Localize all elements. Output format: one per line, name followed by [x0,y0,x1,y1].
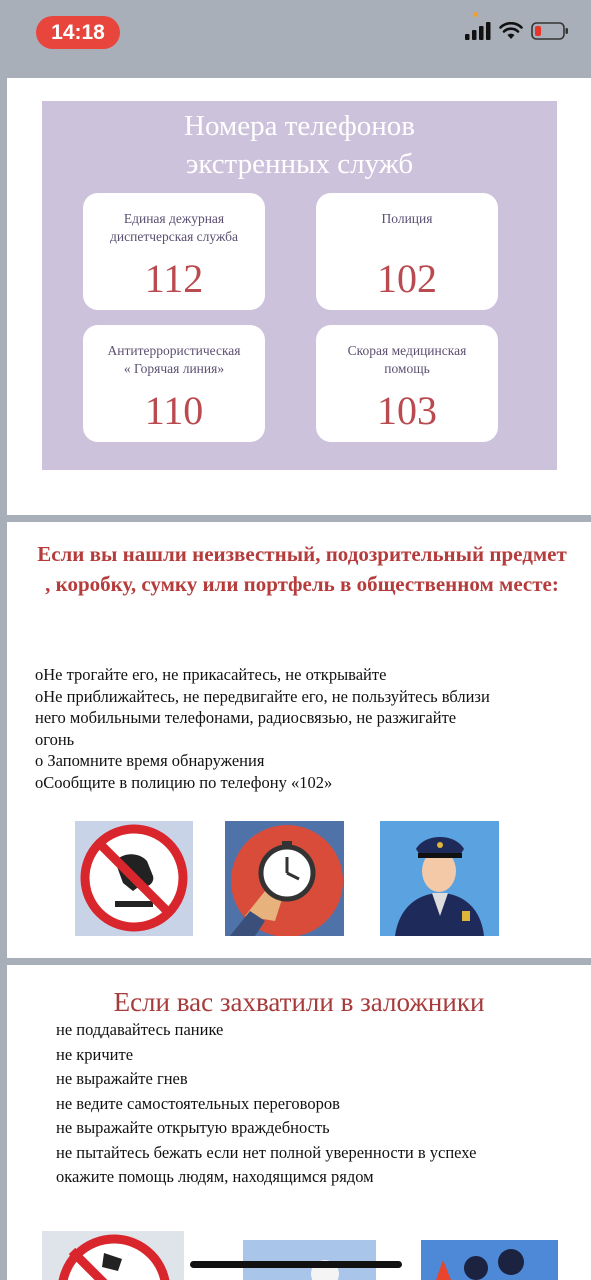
list-item: не выражайте открытую враждебность [56,1118,330,1137]
phone-number: 103 [377,388,437,433]
no-action-sign-image [42,1231,184,1280]
card-antiterror: Антитеррористическая « Горячая линия» 110 [83,325,265,442]
list-item: не пытайтесь бежать если нет полной уверенности в успехе [56,1142,477,1162]
list-item: окажите помощь людям, находящимся рядом [56,1167,374,1186]
instructions-list [35,664,575,793]
slide-title: Если вы нашли неизвестный, подозрительный предмет , коробку, сумку или портфель в общественном месте: [37,542,567,596]
emergency-numbers-slide [7,78,591,515]
list-item: оНе приближайтесь, не передвигайте его, не пользуйтесь вблизи [35,686,490,706]
list-item: не выражайте гнев [56,1069,188,1088]
suspicious-object-slide [7,522,591,958]
people-icon [421,1240,558,1280]
police-officer-image [380,821,499,936]
card-police: Полиция 102 [316,193,498,310]
status-time: 14:18 [36,16,120,49]
panel-title: Номера телефонов экстренных служб [184,110,415,180]
no-touch-icon [75,821,193,936]
hostage-slide [7,965,591,1280]
card-dispatch: Единая дежурная диспетчерская служба 112 [83,193,265,310]
privacy-indicator-dot [473,12,478,17]
hostage-rules-list [56,1018,476,1190]
list-item: огонь [35,729,75,749]
figure-image [243,1240,376,1280]
card-ambulance: Скорая медицинская помощь 103 [316,325,498,442]
phone-number: 110 [144,388,204,433]
slide-title: Если вас захватили в заложники [113,987,485,1017]
list-item: него мобильными телефонами, радиосвязью, не разжигайте [35,708,457,727]
status-icons [465,22,569,40]
stopwatch-image [225,821,344,936]
no-touch-sign-image [75,821,193,936]
status-bar [0,0,591,78]
list-item: не поддавайтесь панике [56,1020,224,1039]
phone-number: 102 [377,256,437,301]
prohibition-icon [42,1231,184,1280]
home-indicator[interactable] [190,1261,402,1268]
list-item: о Запомните время обнаружения [35,751,265,770]
wifi-icon [499,22,523,40]
signal-icon [465,22,491,40]
list-item: не кричите [56,1044,134,1064]
people-image [421,1240,558,1280]
person-icon [243,1240,376,1280]
stopwatch-icon [225,821,344,936]
list-item: оНе трогайте его, не прикасайтесь, не открывайте [35,665,387,684]
emergency-phones-panel [42,101,557,470]
list-item: не ведите самостоятельных переговоров [56,1093,340,1113]
phone-number: 112 [144,256,204,301]
list-item: оСообщите в полицию по телефону «102» [35,772,333,792]
battery-icon [531,22,569,40]
police-officer-icon [380,821,499,936]
